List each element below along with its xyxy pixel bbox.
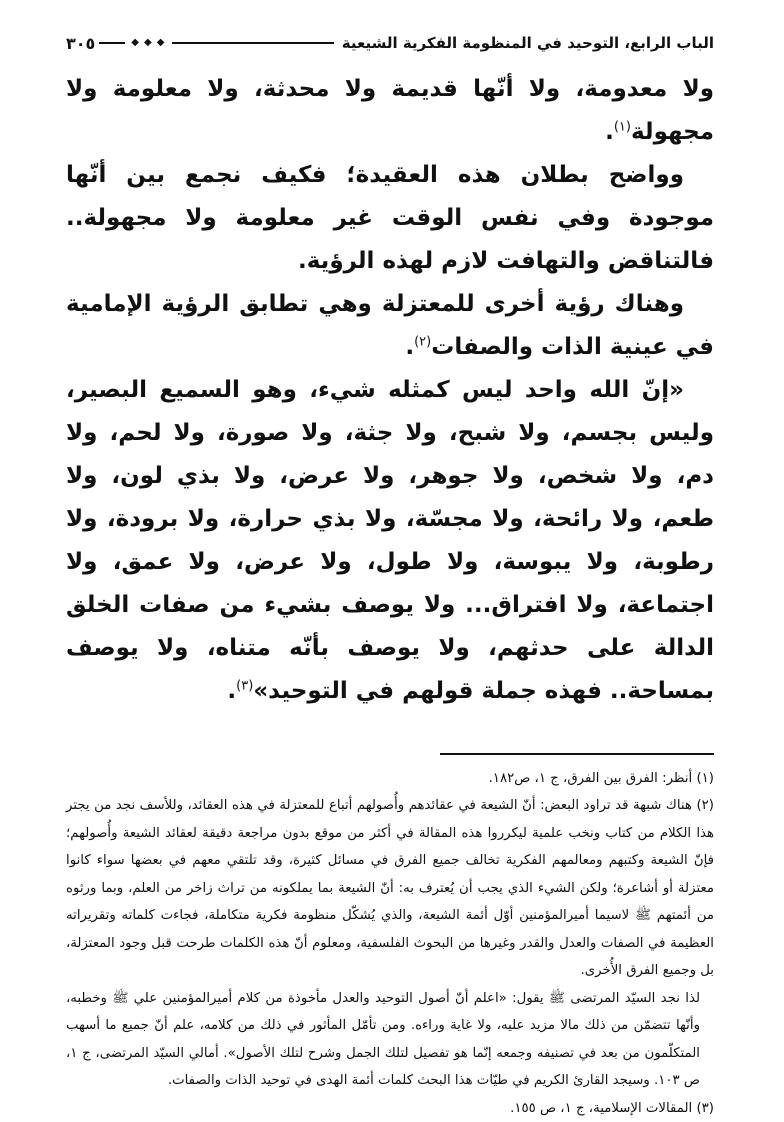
diamond-ornament-icon: ◆ ◆ ◆ [131, 38, 164, 48]
quotation-paragraph: «إنّ الله واحد ليس كمثله شيء، وهو السميع البصير، وليس بجسم، ولا شبح، ولا جثة، ولا صورة، ولا لحم، ولا دم، ولا شخص، ولا جوهر، ولا عرض، ولا بذي لون، ولا طعم، ولا رائحة، ولا مجسّة، ولا بذي حرارة، ولا برودة، ولا رطوبة، ولا يبوسة، ولا طول، ولا عرض، ولا عمق، ولا اجتماعة، ولا افتراق... ولا يوصف بشيء من صفات الخلق الدالة على حدثهم، ولا يوصف بأنّه متناه، ولا يوصف بمساحة.. فهذه جملة قولهم في التوحيد»$^{(٣)}$. [66, 369, 714, 713]
footnote-1: (١) أنظر: الفرق بين الفرق، ج ١، ص١٨٢. [66, 765, 714, 793]
footnote-ref-2: (٢) [414, 334, 431, 349]
paragraph-2: وواضح بطلان هذه العقيدة؛ فكيف نجمع بين أنّها موجودة وفي نفس الوقت غير معلومة ولا مجهولة.. فالتناقض والتهافت لازم لهذه الرؤية. [66, 154, 714, 283]
footnote-2-continuation: لذا نجد السيّد المرتضى ﷺ يقول: «اعلم أنّ أصول التوحيد والعدل مأخوذة من كلام أميرالمؤمنين علي ﷺ وخطبه، وأنّها تتضمّن من ذلك مالا مزيد عليه، ولا غاية وراءه. ومن تأمّل المأثور في ذلك من كلامه، علم أنّ جميع ما أسهب المتكلّمون من بعد في تصنيفه وجمعه إنّما هو تفصيل لتلك الجمل وشرح لتلك الأصول». أمالي السيّد المرتضى، ج ١، ص ١٠٣. وسيجد القارئ الكريم في طيّات هذا البحث كلمات أئمة الهدى في توحيد الذات والصفات. [66, 985, 714, 1095]
chapter-title: الباب الرابع، التوحيد في المنظومة الفكرية الشيعية [342, 34, 714, 52]
header-rule-short [99, 42, 125, 44]
footnote-ref-3: (٣) [236, 678, 253, 693]
footnotes [66, 765, 714, 1122]
footnote-2: (٢) هناك شبهة قد تراود البعض: أنّ الشيعة في عقائدهم وأُصولهم أتباع للمعتزلة في هذه العقائد، وللأسف نجد من يجتر هذا الكلام من كتاب ونخب علمية ليكرروا هذه المقالة في أكثر من موقع بدون مراجعة دقيقة لعقائد الشيعة وأُصولهم؛ فإنّ الشيعة وكتبهم ومعالمهم الفكرية تخالف جميع الفرق في مسائل كثيرة، وقد تلتقي معهم في بعضها سواء كانوا معتزلة أو أشاعرة؛ ولكن الشيء الذي يجب أن يُعترف به: أنّ الشيعة بما يملكونه من تراث زاخر من العلم، وبما ورثوه من أئمتهم ﷺ لاسيما أميرالمؤمنين أوّل أئمة الشيعة، والذي يُشكّل منظومة فكرية متكاملة، فجاءت كلماته وتقريراته العظيمة في الصفات والعدل والقدر وغيرها من البحوث الفلسفية، ومعلوم أنّ هذه الكلمات طرحت قبل وجود المعتزلة، بل وجميع الفرق الأُخرى. [66, 792, 714, 985]
page-number: ٣٠٥ [66, 34, 95, 53]
running-header [66, 30, 714, 56]
header-rule [172, 42, 333, 44]
footnote-separator [440, 753, 714, 755]
footnote-ref-1: (١) [614, 119, 631, 134]
main-text [66, 68, 714, 713]
paragraph-3: وهناك رؤية أخرى للمعتزلة وهي تطابق الرؤية الإمامية في عينية الذات والصفات$^{(٢)}$. [66, 283, 714, 369]
footnote-3: (٣) المقالات الإسلامية، ج ١، ص ١٥٥. [66, 1095, 714, 1122]
paragraph-1: ولا معدومة، ولا أنّها قديمة ولا محدثة، ولا معلومة ولا مجهولة$^{(١)}$. [66, 68, 714, 154]
